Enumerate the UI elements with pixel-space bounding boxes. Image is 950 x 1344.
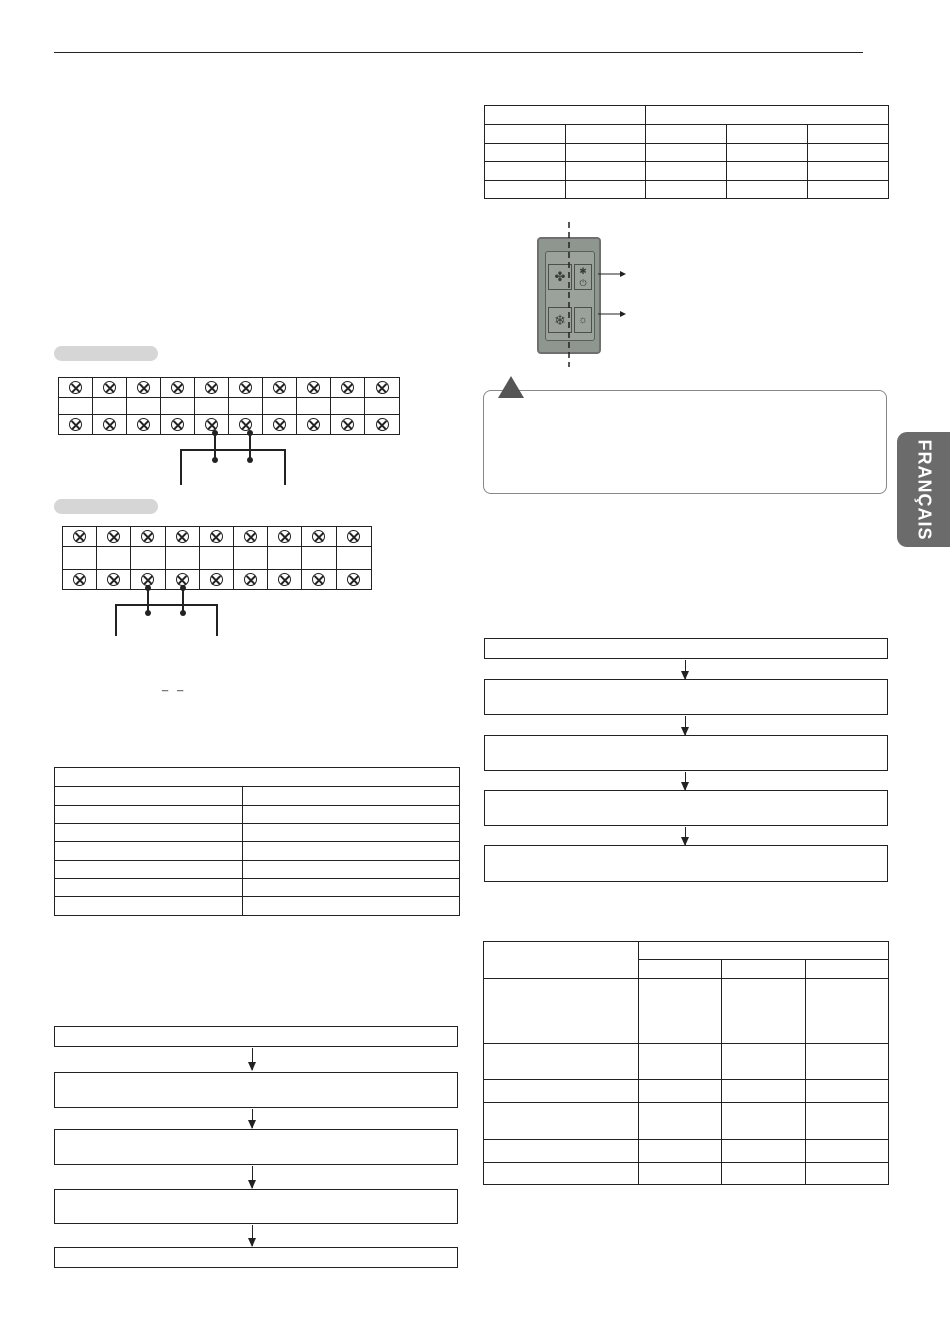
flow-arrow-icon (685, 772, 686, 790)
screw-icon (307, 381, 320, 394)
screw-icon (73, 573, 86, 586)
screw-icon (107, 530, 120, 543)
screw-icon (244, 530, 257, 543)
screw-icon (273, 381, 286, 394)
flow-arrow-icon (252, 1109, 253, 1128)
screw-icon (376, 381, 389, 394)
screw-icon (341, 418, 354, 431)
screw-icon (341, 381, 354, 394)
language-tab-label: FRANÇAIS (914, 439, 934, 540)
screw-icon (171, 381, 184, 394)
section-pill-1 (54, 346, 158, 361)
screw-icon (210, 530, 223, 543)
wiring-diagram-2 (105, 580, 230, 638)
flow-step-left-1 (54, 1026, 458, 1047)
screw-icon (137, 381, 150, 394)
screw-icon (244, 573, 257, 586)
flow-step-left-5 (54, 1247, 458, 1268)
screw-icon (205, 381, 218, 394)
screw-icon (347, 573, 360, 586)
panel-guides (560, 222, 630, 367)
left-spec-table (54, 767, 460, 916)
right-top-table (484, 105, 889, 199)
screw-icon (239, 381, 252, 394)
screw-icon (312, 573, 325, 586)
flow-step-right-3 (484, 735, 888, 771)
terminal-marks: _ _ (162, 680, 187, 692)
screw-icon (347, 530, 360, 543)
flow-arrow-icon (685, 827, 686, 845)
screw-icon (278, 530, 291, 543)
caution-note (483, 390, 887, 494)
screw-icon (278, 573, 291, 586)
flow-arrow-icon (252, 1166, 253, 1188)
screw-icon (376, 418, 389, 431)
flow-step-right-4 (484, 790, 888, 826)
flow-step-right-1 (484, 638, 888, 659)
sun-icon: ☼ (574, 307, 592, 333)
flow-step-left-4 (54, 1189, 458, 1224)
screw-icon (69, 418, 82, 431)
flow-step-left-3 (54, 1129, 458, 1165)
flow-step-left-2 (54, 1072, 458, 1108)
screw-icon (312, 530, 325, 543)
flow-arrow-icon (252, 1225, 253, 1246)
wiring-diagram-1 (170, 425, 300, 487)
screw-icon (73, 530, 86, 543)
flow-arrow-icon (685, 660, 686, 679)
screw-icon (137, 418, 150, 431)
fan-icon: ✤ (548, 264, 572, 290)
flow-arrow-icon (252, 1048, 253, 1070)
screw-icon (307, 418, 320, 431)
flow-step-right-5 (484, 845, 888, 882)
flow-arrow-icon (685, 716, 686, 735)
screw-icon (103, 418, 116, 431)
header-rule (54, 52, 863, 53)
screw-icon (176, 530, 189, 543)
screw-icon (69, 381, 82, 394)
screw-icon (103, 381, 116, 394)
power-icon: ✱ ⏻ (574, 264, 592, 290)
language-tab[interactable] (897, 432, 950, 547)
flow-step-right-2 (484, 679, 888, 715)
right-bottom-table (483, 941, 889, 1185)
section-pill-2 (54, 499, 158, 514)
snowflake-icon: ❄ (548, 307, 572, 333)
warning-icon (498, 376, 524, 398)
screw-icon (141, 530, 154, 543)
